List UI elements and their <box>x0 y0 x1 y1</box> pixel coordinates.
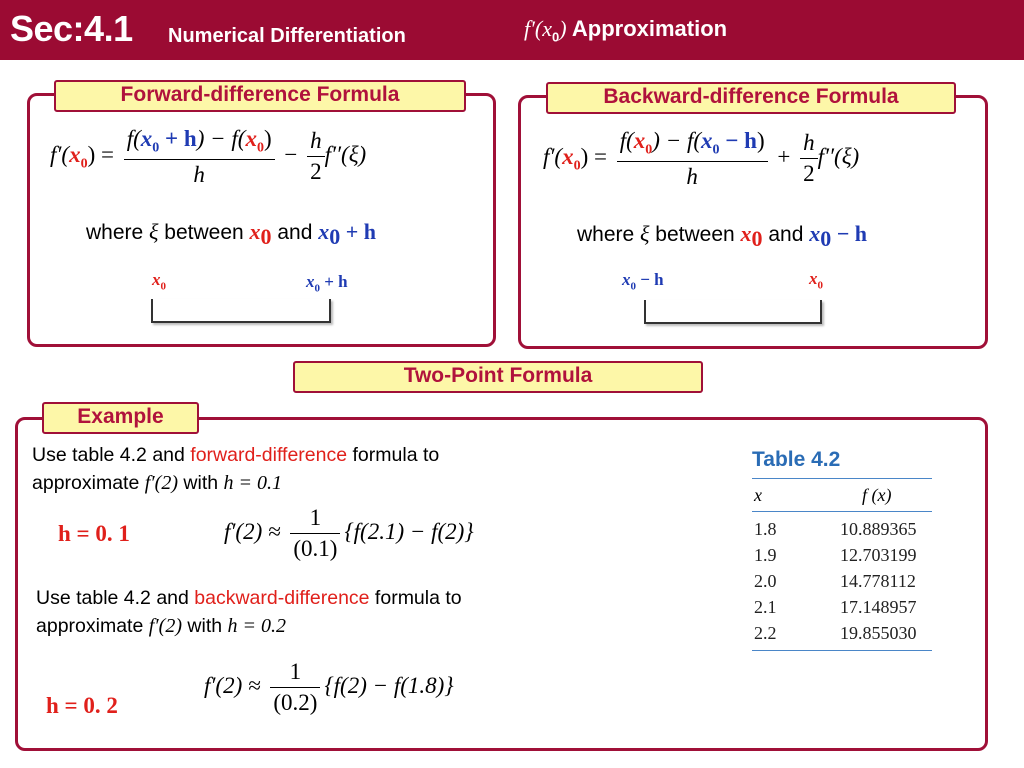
table-header <box>752 479 932 511</box>
solution-2 <box>204 659 454 716</box>
forward-lhs-x: x <box>69 142 81 168</box>
backward-fraction <box>617 128 768 190</box>
backward-where-h: − h <box>831 221 868 246</box>
backward-left-sub: 0 <box>630 280 636 293</box>
forward-where-sub0: 0 <box>260 224 272 250</box>
q1-method: forward-difference <box>190 444 348 466</box>
forward-left-x: x <box>152 270 161 289</box>
example-question-2-line-1 <box>36 584 462 612</box>
example-tag: Example <box>42 402 199 434</box>
q2-fprime: f′(2) <box>148 615 182 637</box>
forward-left-sub: 0 <box>160 280 166 293</box>
q1-text-a: Use table 4.2 and <box>32 444 191 466</box>
h-value-1: h = 0. 1 <box>58 521 130 546</box>
slide-title-text: Approximation <box>571 16 728 41</box>
q1-h: h = 0.1 <box>223 472 283 494</box>
q1-fprime: f′(2) <box>144 472 178 494</box>
backward-right-sub: 0 <box>817 279 823 292</box>
forward-error-term: f′′(ξ) <box>324 142 367 168</box>
backward-where-x0h: x <box>809 221 821 246</box>
sol1-rhs: {f(2.1) − f(2)} <box>344 518 474 544</box>
forward-num-sub: 0 <box>152 140 160 156</box>
example-question-1-line-1 <box>32 441 439 469</box>
backward-right-x: x <box>809 269 818 288</box>
table-header-fx: f (x) <box>862 484 892 505</box>
sol1-den: (0.1) <box>290 533 340 562</box>
forward-where-b: between <box>158 221 250 244</box>
backward-interval-bracket <box>644 300 822 324</box>
q2-method: backward-difference <box>194 587 370 609</box>
forward-interval-bracket <box>151 299 331 323</box>
forward-where-sub0h: 0 <box>329 224 341 250</box>
q2-h: h = 0.2 <box>227 615 287 637</box>
forward-error-num: h <box>310 128 322 154</box>
forward-where-line <box>86 219 376 250</box>
sol1-num: 1 <box>309 505 322 530</box>
sol2-lhs: f′(2) ≈ <box>204 672 261 698</box>
forward-num-f1: f( <box>126 126 141 151</box>
backward-error-den: 2 <box>800 158 818 187</box>
table-cell-x: 2.1 <box>754 596 777 617</box>
example-question-1-line-2 <box>32 469 282 497</box>
backward-num-minus: − h <box>719 128 757 153</box>
table-row <box>752 542 932 568</box>
backward-num-mid: ) − f( <box>652 128 702 153</box>
forward-right-label <box>306 272 348 294</box>
backward-num-sub2: 0 <box>712 142 720 158</box>
backward-left-tail: − h <box>636 270 664 289</box>
backward-where-sub0h: 0 <box>820 226 832 252</box>
forward-right-tail: + h <box>320 272 348 291</box>
backward-error-term: f′′(ξ) <box>817 144 860 170</box>
backward-where-b: between <box>649 223 741 246</box>
table-cell-fx: 17.148957 <box>840 596 917 617</box>
forward-difference-tag: Forward-difference Formula <box>54 80 466 112</box>
forward-denominator: h <box>124 159 275 188</box>
backward-operator: + <box>777 144 791 170</box>
backward-num-f1: f( <box>619 128 634 153</box>
forward-num-plus: + h <box>159 126 197 151</box>
backward-right-label <box>809 269 823 291</box>
forward-lhs-sub: 0 <box>80 156 88 172</box>
table-cell-x: 2.2 <box>754 622 777 643</box>
backward-where-c: and <box>762 223 810 246</box>
sol1-lhs: f′(2) ≈ <box>224 518 281 544</box>
forward-formula <box>50 126 366 188</box>
sol1-fraction <box>290 505 340 562</box>
backward-difference-tag: Backward-difference Formula <box>546 82 956 114</box>
backward-formula <box>543 128 859 190</box>
table-cell-x: 1.8 <box>754 518 777 539</box>
backward-left-label <box>622 270 664 292</box>
backward-where-line <box>577 221 867 252</box>
sol2-den: (0.2) <box>270 687 320 716</box>
table-row <box>752 594 932 620</box>
table-body <box>752 512 932 646</box>
table-cell-x: 2.0 <box>754 570 777 591</box>
forward-num-x2: x <box>245 126 257 151</box>
backward-num-close: ) <box>756 128 765 153</box>
forward-fraction <box>124 126 275 188</box>
backward-num-x2: x <box>701 128 713 153</box>
table-header-x: x <box>754 484 762 505</box>
forward-num-sub2: 0 <box>256 140 264 156</box>
backward-error-fraction <box>800 130 818 187</box>
table-cell-fx: 12.703199 <box>840 544 917 565</box>
sol2-num: 1 <box>289 659 302 684</box>
backward-eq: ) = <box>580 144 607 170</box>
backward-denominator: h <box>617 161 768 190</box>
table-cell-fx: 10.889365 <box>840 518 917 539</box>
forward-where-a: where <box>86 221 150 244</box>
title-bar <box>0 0 1024 60</box>
q2-text-c: approximate <box>36 615 149 637</box>
forward-where-x0h: x <box>318 219 330 244</box>
q1-text-c: approximate <box>32 472 145 494</box>
forward-eq: ) = <box>87 142 114 168</box>
table-bottom-rule <box>752 650 932 651</box>
q1-text-b: formula to <box>347 444 440 466</box>
backward-where-x0: x <box>740 221 752 246</box>
table-cell-x: 1.9 <box>754 544 777 565</box>
forward-num-close: ) <box>263 126 272 151</box>
backward-num-sub: 0 <box>645 142 653 158</box>
table-cell-fx: 19.855030 <box>840 622 917 643</box>
forward-right-x: x <box>306 272 315 291</box>
backward-error-num: h <box>803 130 815 156</box>
forward-where-c: and <box>271 221 319 244</box>
q2-text-d: with <box>182 615 228 637</box>
backward-left-x: x <box>622 270 631 289</box>
backward-where-a: where <box>577 223 641 246</box>
forward-xi: ξ <box>149 219 159 244</box>
sol2-fraction <box>270 659 320 716</box>
two-point-formula-tag: Two-Point Formula <box>293 361 703 393</box>
slide-title-close: ) <box>559 16 567 41</box>
slide-title-math: f′(x <box>524 16 553 41</box>
forward-operator: − <box>284 142 298 168</box>
table-cell-fx: 14.778112 <box>840 570 916 591</box>
sol2-rhs: {f(2) − f(1.8)} <box>324 672 454 698</box>
forward-numerator <box>124 126 275 159</box>
forward-num-mid: ) − f( <box>196 126 246 151</box>
forward-where-h: + h <box>340 219 377 244</box>
forward-error-fraction <box>307 128 325 185</box>
data-table <box>752 448 932 651</box>
forward-left-label <box>152 270 166 292</box>
backward-where-sub0: 0 <box>751 226 763 252</box>
backward-xi: ξ <box>640 221 650 246</box>
q1-text-d: with <box>178 472 224 494</box>
h-value-2: h = 0. 2 <box>46 693 118 718</box>
slide-title-sub: 0 <box>552 29 560 45</box>
backward-numerator <box>617 128 768 161</box>
backward-lhs-x: x <box>562 144 574 170</box>
q2-text-a: Use table 4.2 and <box>36 587 195 609</box>
table-row <box>752 620 932 646</box>
q2-text-b: formula to <box>369 587 462 609</box>
backward-num-x: x <box>633 128 646 153</box>
chapter-title: Numerical Differentiation <box>168 25 406 47</box>
table-title: Table 4.2 <box>752 448 841 471</box>
backward-lhs-sub: 0 <box>573 158 581 174</box>
example-question-2-line-2 <box>36 612 286 640</box>
forward-where-x0: x <box>249 219 261 244</box>
table-row <box>752 516 932 542</box>
forward-num-x: x <box>140 126 153 151</box>
table-row <box>752 568 932 594</box>
forward-error-den: 2 <box>307 156 325 185</box>
backward-lhs: f′( <box>543 144 563 170</box>
slide-title <box>524 16 727 44</box>
forward-right-sub: 0 <box>314 282 320 295</box>
section-number: Sec:4.1 <box>10 8 133 49</box>
solution-1 <box>224 505 474 562</box>
forward-lhs: f′( <box>50 142 70 168</box>
